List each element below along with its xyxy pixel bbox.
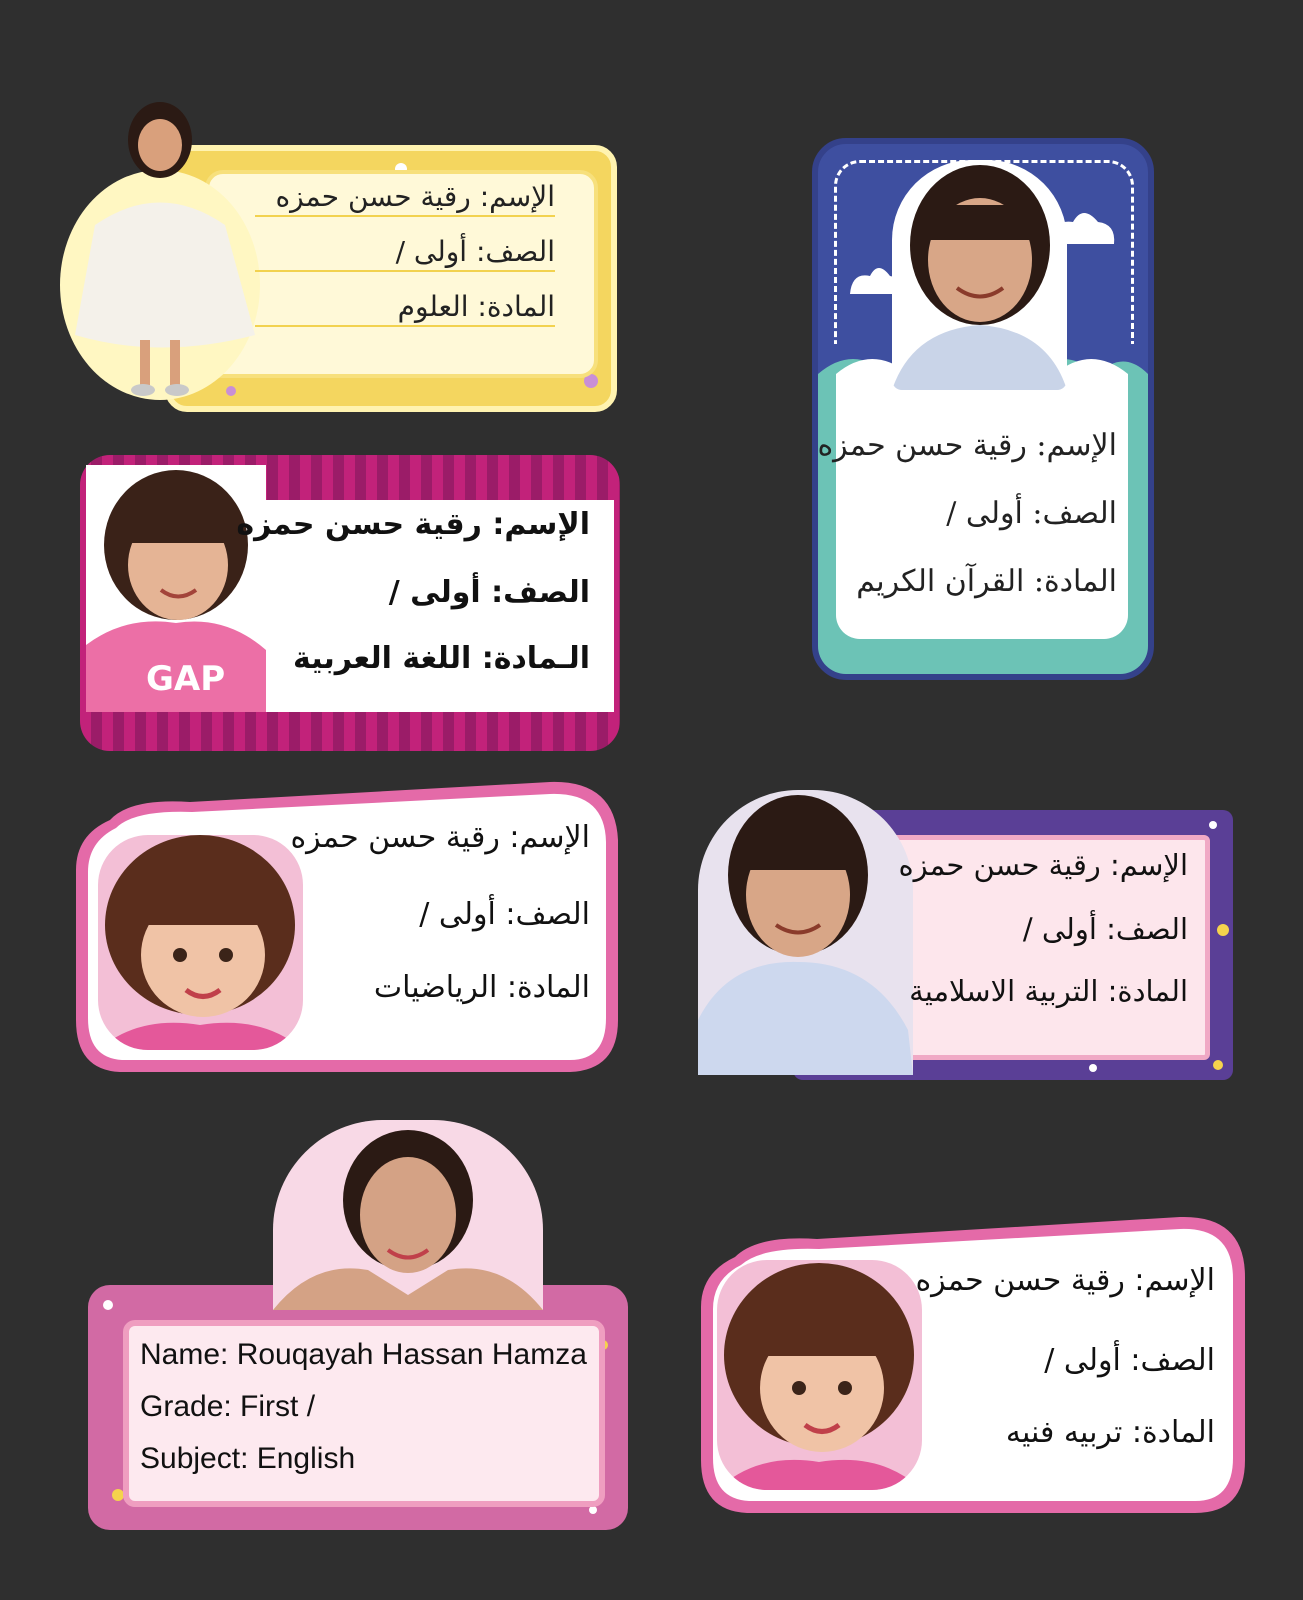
subject-line: المادة: الرياضيات xyxy=(373,970,590,1005)
subject-line: المادة: تربيه فنيه xyxy=(1005,1415,1215,1450)
subject-line: الـمادة: اللغة العربية xyxy=(293,641,590,676)
svg-text:GAP: GAP xyxy=(146,659,226,699)
grade-line: الصف: أولى / xyxy=(419,897,590,932)
sticker-math xyxy=(70,780,630,1090)
label-text xyxy=(255,180,555,380)
sticker-english xyxy=(88,1120,633,1540)
girl-photo xyxy=(86,465,266,712)
name-line: الإسم: رقية حسن حمزه xyxy=(255,180,555,217)
girl-photo xyxy=(55,85,285,415)
label-text xyxy=(895,1263,1215,1493)
subject-line: المادة: القرآن الكريم xyxy=(856,564,1117,599)
label-text xyxy=(817,428,1117,628)
name-line: الإسم: رقية حسن حمزه xyxy=(915,1263,1215,1298)
sticker-art xyxy=(695,1215,1255,1535)
name-line: الإسم: رقية حسن حمزه xyxy=(290,820,590,855)
sticker-arabic xyxy=(80,455,625,755)
girl-photo xyxy=(892,160,1067,390)
subject-line: المادة: العلوم xyxy=(255,290,555,327)
grade-line: الصف: أولى / xyxy=(388,575,590,610)
sticker-science xyxy=(55,85,615,415)
grade-line: الصف: أولى / xyxy=(1022,912,1188,946)
grade-line: Grade: First / xyxy=(140,1390,316,1423)
girl-cartoon-portrait xyxy=(717,1260,922,1490)
label-text xyxy=(270,820,590,1040)
grade-line: الصف: أولى / xyxy=(255,235,555,272)
girl-photo xyxy=(273,1120,543,1310)
grade-line: الصف: أولى / xyxy=(1044,1343,1215,1378)
sticker-islamic xyxy=(698,790,1243,1090)
name-line: الإسم: رقية حسن حمزه xyxy=(817,428,1117,463)
subject-line: المادة: التربية الاسلامية xyxy=(909,974,1188,1008)
sticker-quran xyxy=(812,138,1152,678)
label-text xyxy=(236,507,590,707)
label-text xyxy=(140,1338,587,1488)
name-line: الإسم: رقية حسن حمزه xyxy=(898,848,1188,882)
subject-line: Subject: English xyxy=(140,1442,356,1475)
name-line: Name: Rouqayah Hassan Hamza xyxy=(140,1338,587,1371)
name-line: الإسم: رقية حسن حمزه xyxy=(236,507,590,542)
label-text xyxy=(868,848,1188,1048)
grade-line: الصف: أولى / xyxy=(946,496,1117,531)
